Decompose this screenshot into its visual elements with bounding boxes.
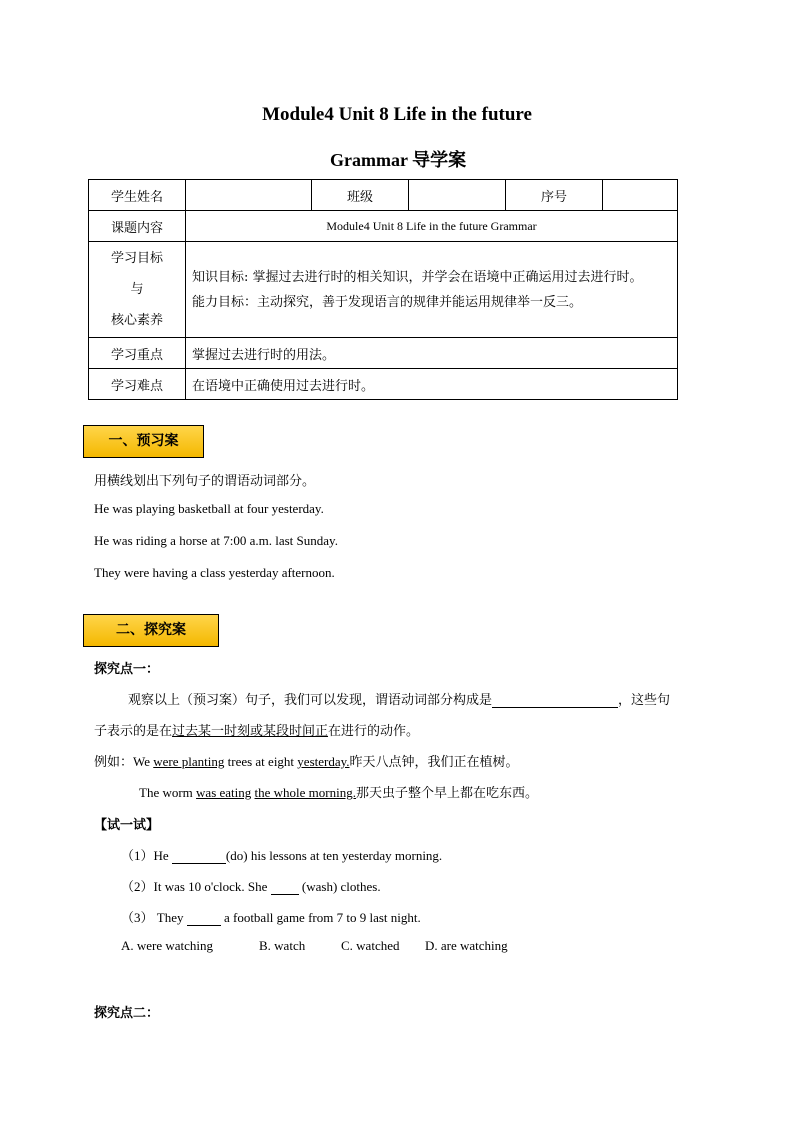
question-3: （3） They a football game from 7 to 9 last night. <box>121 910 421 925</box>
difficulty-label: 学习难点 <box>89 369 186 400</box>
goal-value <box>186 242 678 338</box>
preview-sentence: He was playing basketball at four yesterday. <box>94 501 324 516</box>
topic-value: Module4 Unit 8 Life in the future Grammar <box>186 211 678 242</box>
answer-blank[interactable] <box>172 863 226 864</box>
info-table <box>88 179 678 400</box>
observation-line1: 观察以上（预习案）句子，我们可以发现，谓语动词部分构成是 ，这些句 <box>128 693 671 708</box>
section1-heading: 一、预习案 <box>83 425 204 458</box>
goal-ability: 能力目标：主动探究，善于发现语言的规律并能运用规律举一反三。 <box>192 294 583 310</box>
answer-blank[interactable] <box>492 707 618 708</box>
class-label: 班级 <box>312 180 409 211</box>
difficulty-value: 在语境中正确使用过去进行时。 <box>186 369 678 400</box>
number-cell[interactable] <box>603 180 678 211</box>
class-cell[interactable] <box>409 180 506 211</box>
question-1: （1）He (do) his lessons at ten yesterday morning. <box>121 848 443 863</box>
option-b[interactable]: B. watch <box>259 938 306 953</box>
example-1: 例如：We were planting trees at eight yesterday.昨天八点钟，我们正在植树。 <box>94 754 519 770</box>
answer-blank[interactable] <box>187 925 221 926</box>
option-a[interactable]: A. were watching <box>121 938 214 953</box>
page-title: Module4 Unit 8 Life in the future <box>262 104 532 125</box>
focus-value: 掌握过去进行时的用法。 <box>186 338 678 369</box>
number-label: 序号 <box>506 180 603 211</box>
section1-instruction: 用横线划出下列句子的谓语动词部分。 <box>94 474 316 489</box>
student-name-label: 学生姓名 <box>89 180 186 211</box>
topic-label: 课题内容 <box>89 211 186 242</box>
section2-heading: 二、探究案 <box>83 614 219 647</box>
goal-label: 学习目标 与 核心素养 <box>89 242 186 338</box>
point2-label: 探究点二： <box>94 1006 160 1021</box>
focus-label: 学习重点 <box>89 338 186 369</box>
answer-blank[interactable] <box>271 894 299 895</box>
try-label: 【试一试】 <box>94 818 160 833</box>
observation-line2: 子表示的是在过去某一时刻或某段时间正在进行的动作。 <box>94 724 420 739</box>
preview-sentence: He was riding a horse at 7:00 a.m. last Sunday. <box>94 533 338 548</box>
preview-sentence: They were having a class yesterday afternoon. <box>94 565 335 580</box>
option-c[interactable]: C. watched <box>341 938 400 953</box>
point1-label: 探究点一： <box>94 662 160 677</box>
goal-knowledge: 知识目标: 掌握过去进行时的相关知识，并学会在语境中正确运用过去进行时。 <box>192 269 643 285</box>
page-subtitle: Grammar 导学案 <box>330 150 467 170</box>
example-2: The worm was eating the whole morning.那天虫子整个早上都在吃东西。 <box>139 785 539 801</box>
student-name-cell[interactable] <box>186 180 312 211</box>
question-2: （2）It was 10 o'clock. She (wash) clothes. <box>121 879 381 894</box>
option-d[interactable]: D. are watching <box>425 938 508 953</box>
